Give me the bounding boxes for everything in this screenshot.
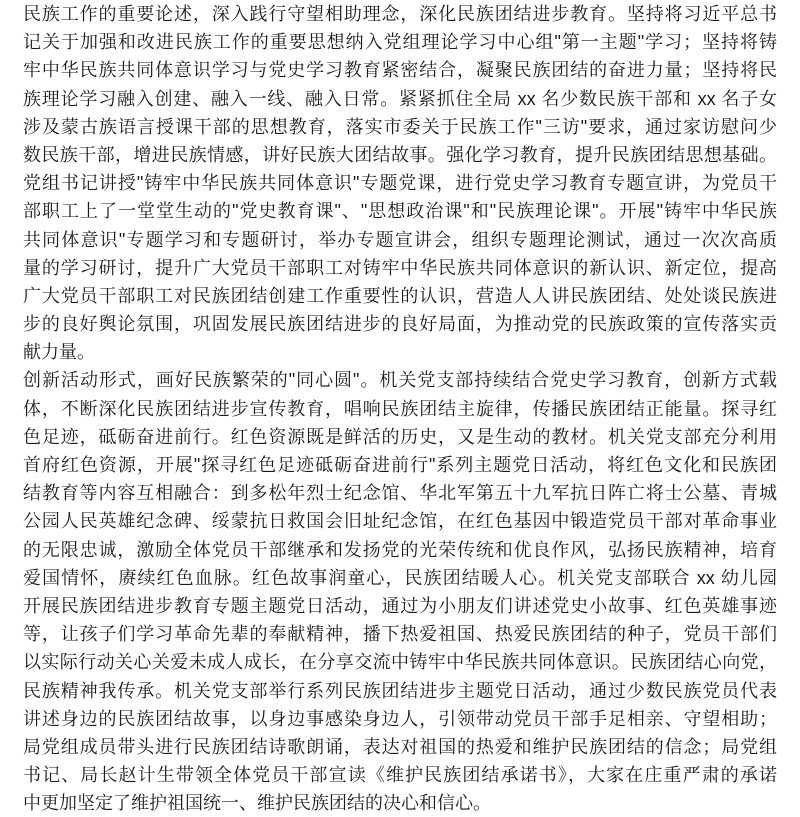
text-line: 广大党员干部职工对民族团结创建工作重要性的认识，营造人人讲民族团结、处处谈民族进	[23, 285, 777, 306]
text-line: 牢中华民族共同体意识学习与党史学习教育紧密结合，凝聚民族团结的奋进力量；坚持将民	[23, 60, 777, 81]
text-line: 民族精神我传承。机关党支部举行系列民族团结进步主题党日活动，通过少数民族党员代表	[23, 680, 777, 701]
text-line: 书记、局长赵计生带领全体党员干部宣读《维护民族团结承诺书》，大家在庄重严肃的承诺	[23, 765, 777, 786]
text-line: 结教育等内容互相融合：到多松年烈士纪念馆、华北军第五十九军抗日阵亡将士公墓、青城	[23, 483, 777, 504]
text-line: 族理论学习融入创建、融入一线、融入日常。紧紧抓住全局 xx 名少数民族干部和 xx 名子女	[23, 88, 777, 109]
text-line: 色足迹，砥砺奋进前行。红色资源既是鲜活的历史，又是生动的教材。机关党支部充分利用	[23, 426, 777, 447]
text-line: 体，不断深化民族团结进步宣传教育，唱响民族团结主旋律，传播民族团结正能量。探寻红	[23, 398, 777, 419]
text-line: 以实际行动关心关爱未成人成长，在分享交流中铸牢中华民族共同体意识。民族团结心向党，	[23, 652, 777, 673]
text-line: 等，让孩子们学习革命先辈的奉献精神，播下热爱祖国、热爱民族团结的种子，党员干部们	[23, 624, 777, 645]
text-line: 局党组成员带头进行民族团结诗歌朗诵，表达对祖国的热爱和维护民族团结的信念；局党组	[23, 736, 777, 757]
text-line: 党组书记讲授"铸牢中华民族共同体意识"专题党课，进行党史学习教育专题宣讲，为党员干	[23, 173, 777, 194]
text-line: 民族工作的重要论述，深入践行守望相助理念，深化民族团结进步教育。坚持将习近平总书	[23, 4, 777, 24]
text-line: 记关于加强和改进民族工作的重要思想纳入党组理论学习中心组"第一主题"学习；坚持将铸	[23, 32, 777, 53]
text-line: 部职工上了一堂堂生动的"党史教育课"、"思想政治课"和"民族理论课"。开展"铸牢中华民族	[23, 201, 777, 222]
text-line: 开展民族团结进步教育专题主题党日活动，通过为小朋友们讲述党史小故事、红色英雄事迹	[23, 595, 777, 616]
text-line: 首府红色资源，开展"探寻红色足迹砥砺奋进前行"系列主题党日活动，将红色文化和民族团	[23, 455, 777, 475]
text-line: 创新活动形式，画好民族繁荣的"同心圆"。机关党支部持续结合党史学习教育，创新方式载	[23, 370, 777, 391]
text-line: 讲述身边的民族团结故事，以身边事感染身边人，引领带动党员干部手足相亲、守望相助；	[23, 708, 777, 729]
text-line: 公园人民英雄纪念碑、绥蒙抗日救国会旧址纪念馆，在红色基因中锻造党员干部对革命事业	[23, 511, 777, 532]
text-line: 爱国情怀，赓续红色血脉。红色故事润童心，民族团结暖人心。机关党支部联合 xx 幼儿园	[23, 567, 777, 588]
text-line: 献力量。	[23, 342, 95, 363]
text-line: 中更加坚定了维护祖国统一、维护民族团结的决心和信心。	[23, 793, 491, 814]
text-line: 量的学习研讨，提升广大党员干部职工对铸牢中华民族共同体意识的新认识、新定位，提高	[23, 257, 777, 278]
text-line: 涉及蒙古族语言授课干部的思想教育，落实市委关于民族工作"三访"要求，通过家访慰问少	[23, 116, 777, 137]
text-line: 共同体意识"专题学习和专题研讨，举办专题宣讲会，组织专题理论测试，通过一次次高质	[23, 229, 777, 250]
text-line: 数民族干部，增进民族情感，讲好民族大团结故事。强化学习教育，提升民族团结思想基础。	[23, 144, 777, 165]
text-line: 步的良好舆论氛围，巩固发展民族团结进步的良好局面，为推动党的民族政策的宣传落实贡	[23, 314, 777, 335]
text-line: 的无限忠诚，激励全体党员干部继承和发扬党的光荣传统和优良作风，弘扬民族精神，培育	[23, 539, 777, 560]
